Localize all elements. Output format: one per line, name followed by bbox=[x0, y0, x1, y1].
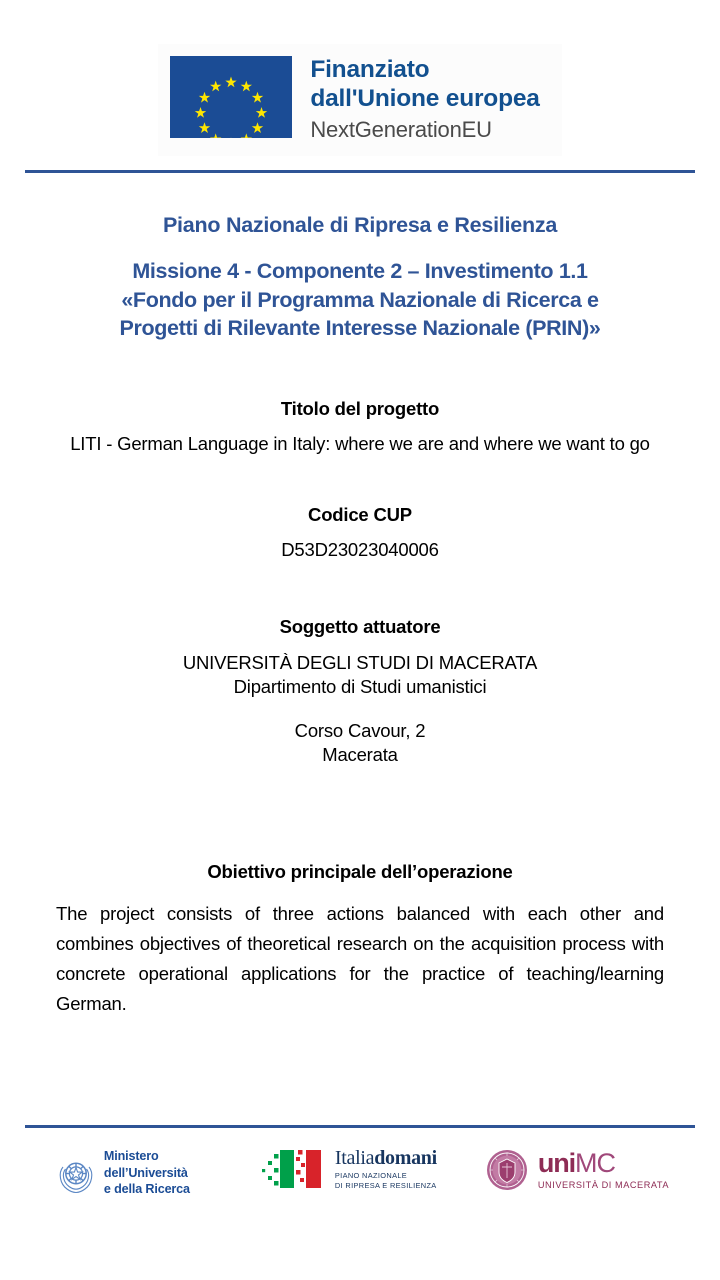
italiadomani-word-part-2: domani bbox=[374, 1147, 437, 1169]
italian-republic-emblem-icon bbox=[55, 1151, 97, 1195]
project-title-label: Titolo del progetto bbox=[280, 397, 440, 419]
address-city: Macerata bbox=[322, 743, 398, 765]
main-objective-paragraph: The project consists of three actions balanced with each other and combines objectives of theoretical research on the acquisition process with concrete operational applications for the practice of teaching/learning German. bbox=[56, 903, 664, 1015]
footer-logo-strip bbox=[0, 1148, 720, 1228]
organisation-name: UNIVERSITÀ DEGLI STUDI DI MACERATA bbox=[182, 651, 538, 673]
italiadomani-logo bbox=[258, 1148, 437, 1190]
section-project-title bbox=[56, 398, 664, 456]
cup-code-value: D53D23023040006 bbox=[281, 538, 439, 560]
unimc-text bbox=[538, 1150, 669, 1190]
unimc-word-part-2: MC bbox=[575, 1148, 615, 1178]
italiadomani-text bbox=[335, 1148, 437, 1190]
unimc-wordmark bbox=[538, 1150, 669, 1177]
pnrr-subtitle-line-3: Progetti di Rilevante Interesse Nazionale (PRIN)» bbox=[119, 316, 601, 341]
eu-logo-text bbox=[310, 54, 539, 144]
unimc-word-part-1: uni bbox=[537, 1148, 576, 1178]
ministry-line-2: dell’Università bbox=[103, 1165, 188, 1180]
italiadomani-subtitle-line-2: DI RIPRESA E RESILIENZA bbox=[334, 1180, 437, 1190]
eu-funding-banner bbox=[0, 0, 720, 156]
section-implementing-body bbox=[56, 616, 664, 767]
unimc-subtitle: UNIVERSITÀ DI MACERATA bbox=[537, 1180, 670, 1190]
ministry-logo-text bbox=[104, 1148, 190, 1198]
ministry-logo bbox=[51, 1148, 190, 1198]
unimc-logo bbox=[485, 1148, 669, 1192]
implementing-body-address bbox=[56, 719, 664, 767]
section-cup-code bbox=[56, 504, 664, 562]
pnrr-title: Piano Nazionale di Ripresa e Resilienza bbox=[162, 213, 558, 237]
address-street: Corso Cavour, 2 bbox=[294, 719, 426, 741]
pnrr-subtitle bbox=[56, 257, 664, 343]
pnrr-subtitle-line-1: Missione 4 - Componente 2 – Investimento 1.1 bbox=[132, 258, 588, 283]
unimc-seal-icon bbox=[485, 1148, 529, 1192]
implementing-body-org bbox=[56, 651, 664, 699]
eu-flag-icon bbox=[170, 56, 292, 138]
eu-logo-block bbox=[158, 44, 561, 156]
pnrr-heading-block bbox=[56, 212, 664, 343]
cup-code-label: Codice CUP bbox=[308, 503, 412, 525]
italian-flag-pixel-icon bbox=[258, 1148, 330, 1190]
divider-top bbox=[25, 170, 695, 173]
eu-funded-line-2: dall'Unione europea bbox=[310, 85, 540, 113]
eu-nextgeneration-label: NextGenerationEU bbox=[310, 116, 492, 142]
project-title-value: LITI - German Language in Italy: where we are and where we want to go bbox=[70, 432, 650, 454]
italiadomani-subtitle bbox=[335, 1171, 437, 1190]
section-main-objective bbox=[56, 861, 664, 1020]
italiadomani-subtitle-line-1: PIANO NAZIONALE bbox=[334, 1171, 408, 1180]
italiadomani-word-part-1: Italia bbox=[334, 1147, 375, 1169]
implementing-body-label: Soggetto attuatore bbox=[279, 615, 441, 637]
department-name: Dipartimento di Studi umanistici bbox=[233, 675, 487, 697]
main-objective-label: Obiettivo principale dell’operazione bbox=[207, 861, 513, 882]
italiadomani-wordmark bbox=[335, 1148, 437, 1169]
ministry-line-1: Ministero bbox=[103, 1149, 159, 1163]
pnrr-subtitle-line-2: «Fondo per il Programma Nazionale di Ricerca e bbox=[121, 287, 599, 312]
divider-bottom bbox=[25, 1125, 695, 1128]
ministry-line-3: e della Ricerca bbox=[103, 1182, 190, 1197]
eu-funded-line-1: Finanziato bbox=[310, 56, 430, 83]
document-body bbox=[0, 212, 720, 1020]
